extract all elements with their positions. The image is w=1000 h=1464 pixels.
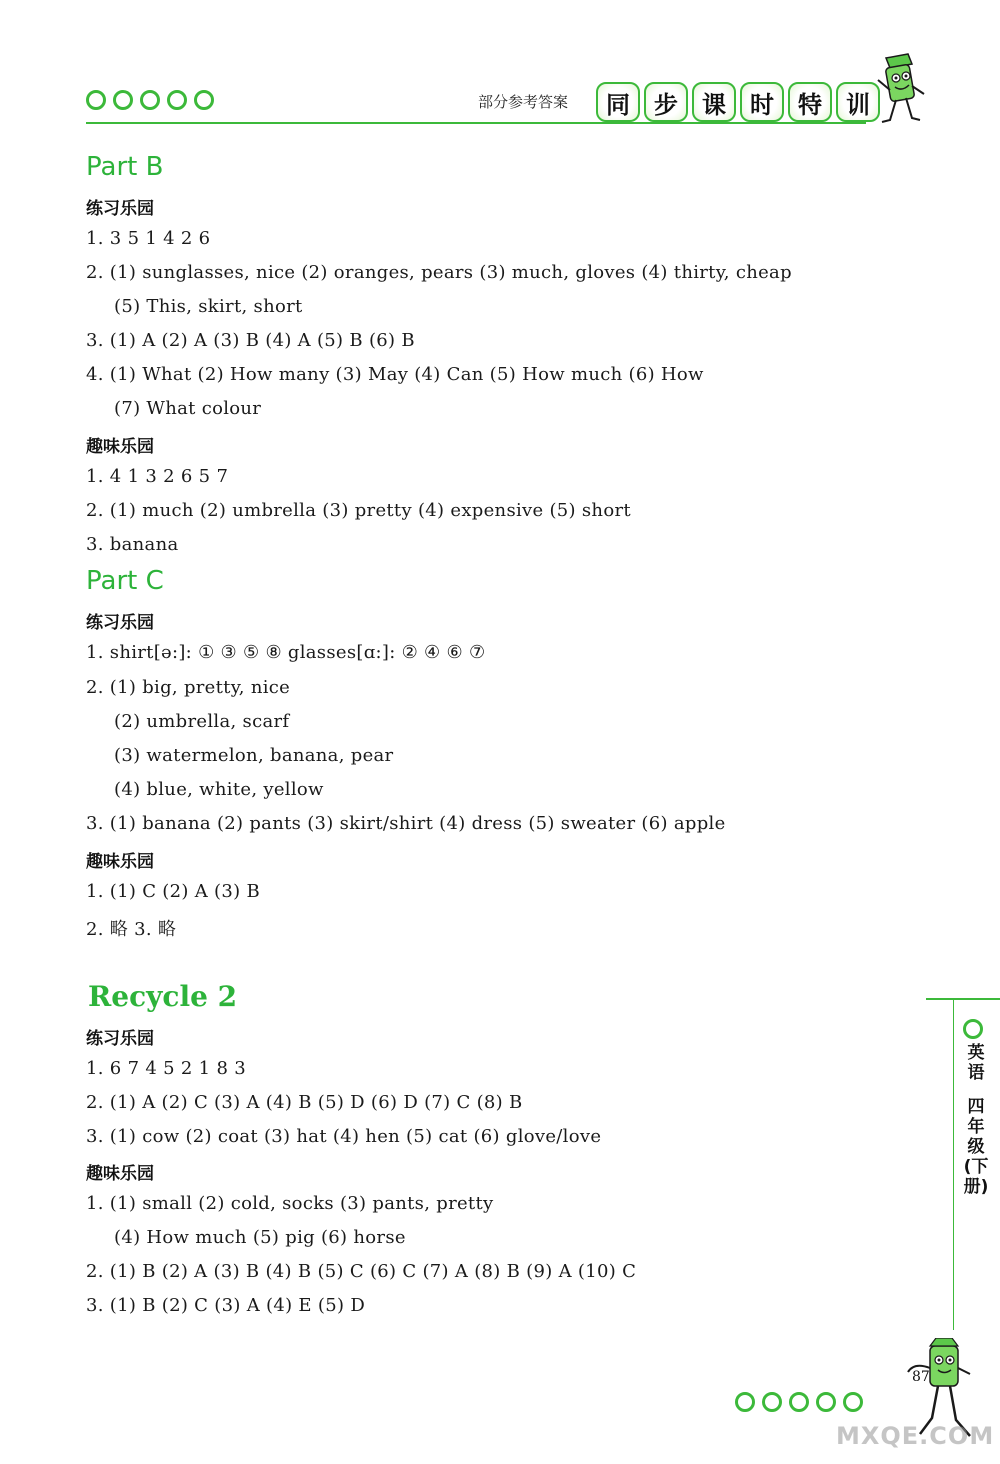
subsection-fun: 趣味乐园: [86, 437, 154, 457]
sidebar-grade: 四年级(下册): [963, 1097, 989, 1197]
answer-line: 3. (1) banana (2) pants (3) skirt/shirt (4) dress (5) sweater (6) apple: [86, 813, 726, 834]
sidebar-label: [962, 1043, 990, 1197]
sidebar-subject: 英语: [967, 1043, 985, 1083]
answer-line: (3) watermelon, banana, pear: [114, 745, 394, 766]
answer-line: 1. shirt[ə:]: ① ③ ⑤ ⑧ glasses[ɑ:]: ② ④ ⑥ ⑦: [86, 642, 486, 663]
pencil-mascot-icon: [868, 50, 932, 132]
decor-circle: [167, 90, 187, 110]
answer-line: (2) umbrella, scarf: [114, 711, 290, 732]
answer-line: 1. (1) C (2) A (3) B: [86, 881, 260, 902]
decor-circle: [735, 1392, 755, 1412]
sidebar-divider: [926, 998, 1000, 1000]
title-char: 特: [788, 82, 832, 122]
answer-line: 3. (1) cow (2) coat (3) hat (4) hen (5) cat (6) glove/love: [86, 1126, 602, 1147]
subsection-practice: 练习乐园: [86, 613, 154, 633]
title-char: 同: [596, 82, 640, 122]
watermark-text: MXQE.COM: [836, 1422, 995, 1450]
answer-line: 2. 略 3. 略: [86, 919, 177, 940]
sidebar-vertical-line: [953, 1000, 954, 1330]
decor-circle: [789, 1392, 809, 1412]
answer-line: 4. (1) What (2) How many (3) May (4) Can (5) How much (6) How: [86, 364, 704, 385]
section-title-part-c: Part C: [86, 566, 164, 596]
answer-line: 3. (1) A (2) A (3) B (4) A (5) B (6) B: [86, 330, 415, 351]
answer-line: 2. (1) B (2) A (3) B (4) B (5) C (6) C (7) A (8) B (9) A (10) C: [86, 1261, 637, 1282]
answer-line: 2. (1) big, pretty, nice: [86, 677, 291, 698]
section-title-part-b: Part B: [86, 152, 164, 182]
answer-line: 1. 6 7 4 5 2 1 8 3: [86, 1058, 246, 1079]
answer-line: 1. (1) small (2) cold, socks (3) pants, pretty: [86, 1193, 494, 1214]
footer-circles-decoration: [735, 1392, 863, 1412]
title-char: 训: [836, 82, 880, 122]
header-divider: [86, 122, 866, 124]
answer-line: 2. (1) A (2) C (3) A (4) B (5) D (6) D (7) C (8) B: [86, 1092, 523, 1113]
title-char: 步: [644, 82, 688, 122]
decor-circle: [762, 1392, 782, 1412]
header-circles-decoration: [86, 90, 214, 110]
answer-line: 3. (1) B (2) C (3) A (4) E (5) D: [86, 1295, 366, 1316]
decor-circle: [816, 1392, 836, 1412]
subsection-practice: 练习乐园: [86, 1029, 154, 1049]
answer-line: (4) blue, white, yellow: [114, 779, 324, 800]
subsection-fun: 趣味乐园: [86, 852, 154, 872]
answer-line: (5) This, skirt, short: [114, 296, 303, 317]
sidebar-circle: [963, 1019, 983, 1039]
decor-circle: [113, 90, 133, 110]
title-char: 课: [692, 82, 736, 122]
answer-line: (7) What colour: [114, 398, 262, 419]
answer-line: (4) How much (5) pig (6) horse: [114, 1227, 406, 1248]
answer-line: 2. (1) sunglasses, nice (2) oranges, pears (3) much, gloves (4) thirty, cheap: [86, 262, 792, 283]
page-number: 87: [912, 1369, 930, 1385]
decor-circle: [86, 90, 106, 110]
subsection-practice: 练习乐园: [86, 199, 154, 219]
answer-line: 1. 3 5 1 4 2 6: [86, 228, 211, 249]
header-title: [596, 82, 880, 122]
decor-circle: [843, 1392, 863, 1412]
answer-line: 1. 4 1 3 2 6 5 7: [86, 466, 229, 487]
decor-circle: [194, 90, 214, 110]
subsection-fun: 趣味乐园: [86, 1164, 154, 1184]
title-char: 时: [740, 82, 784, 122]
section-title-recycle-2: Recycle 2: [88, 980, 238, 1013]
answer-line: 2. (1) much (2) umbrella (3) pretty (4) expensive (5) short: [86, 500, 631, 521]
header-subtitle: 部分参考答案: [478, 93, 569, 111]
answer-line: 3. banana: [86, 534, 179, 555]
decor-circle: [140, 90, 160, 110]
